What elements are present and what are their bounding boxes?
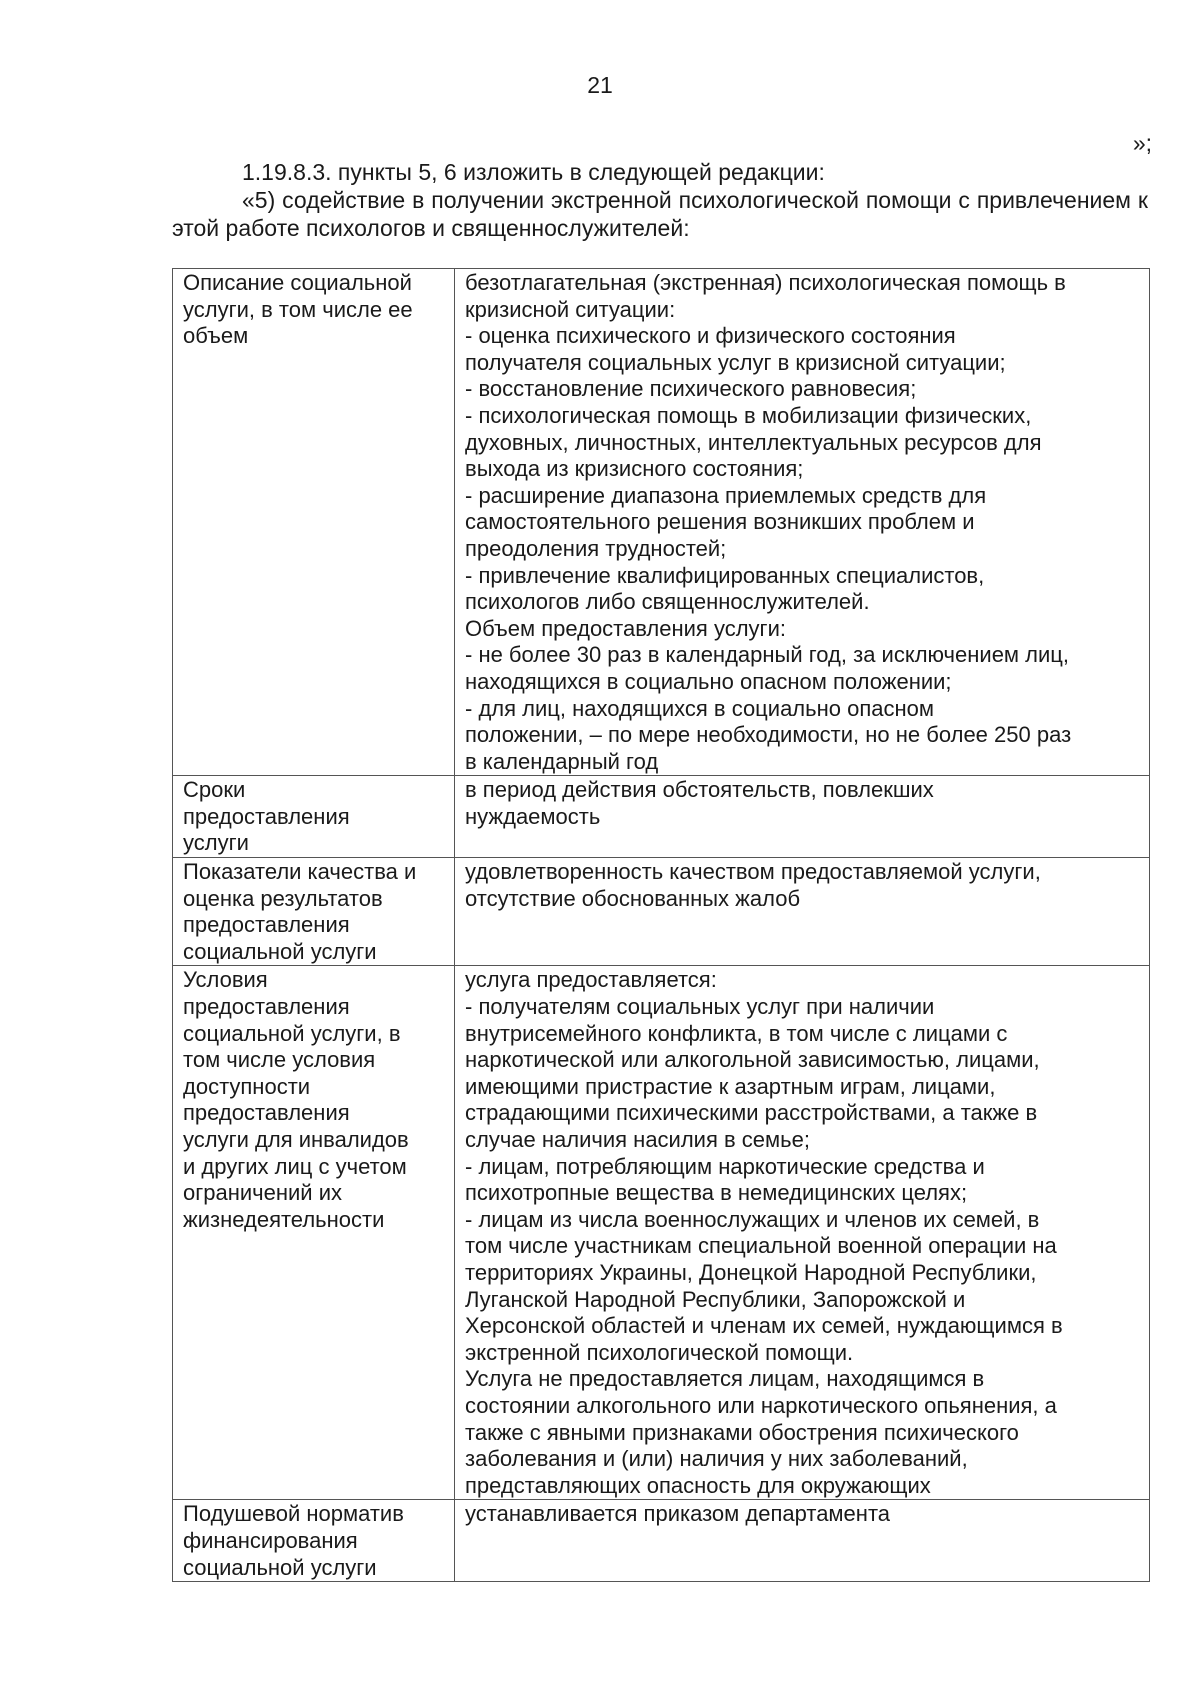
cell-text-line: Луганской Народной Республики, Запорожской и — [465, 1286, 966, 1312]
cell-text-line: предоставления — [183, 803, 350, 829]
cell-text-line: услуги для инвалидов — [183, 1127, 409, 1152]
cell-text-line: психотропные вещества в немедицинских целях; — [465, 1180, 968, 1206]
cell-text-line: представляющих опасность для окружающих — [465, 1472, 931, 1498]
cell-text-line: Сроки — [183, 777, 246, 803]
cell-text-line: безотлагательная (экстренная) психологическая помощь в — [465, 270, 1066, 295]
cell-text-line: - не более 30 раз в календарный год, за исключением лиц, — [465, 642, 1070, 668]
cell-text-line: Услуга не предоставляется лицам, находящимся в — [465, 1366, 985, 1392]
cell-text-line: - привлечение квалифицированных специалистов, — [465, 562, 985, 588]
cell-text-line: имеющими пристрастие к азартным играм, лицами, — [465, 1073, 996, 1099]
row-value-cell — [455, 1500, 1150, 1582]
row-label-cell — [173, 1500, 455, 1582]
intro-paragraph-1: 1.19.8.3. пункты 5, 6 изложить в следующей редакции: — [242, 159, 825, 185]
cell-text-line: преодоления трудностей; — [465, 535, 727, 561]
cell-text-line: финансирования — [183, 1527, 358, 1553]
cell-text-line: в период действия обстоятельств, повлекших — [465, 777, 934, 803]
cell-text-line: случае наличия насилия в семье; — [465, 1127, 810, 1152]
cell-text-line: - получателям социальных услуг при наличии — [465, 994, 935, 1020]
cell-text-line: услуги, в том числе ее — [183, 296, 413, 322]
cell-text-line: удовлетворенность качеством предоставляемой услуги, — [465, 859, 1041, 885]
cell-text-line: - восстановление психического равновесия; — [465, 376, 917, 402]
cell-text-line: состоянии алкогольного или наркотического опьянения, а — [465, 1392, 1057, 1418]
cell-text-line: том числе условия — [183, 1047, 376, 1073]
cell-text-line: Описание социальной — [183, 270, 412, 295]
cell-text-line: - расширение диапазона приемлемых средств для — [465, 482, 987, 508]
cell-text-line: Подушевой норматив — [183, 1501, 404, 1527]
cell-text-line: Показатели качества и — [183, 859, 417, 885]
row-label-cell — [173, 966, 455, 1500]
cell-text-line: - лицам из числа военнослужащих и членов их семей, в — [465, 1206, 1040, 1232]
cell-text-line: том числе участникам специальной военной операции на — [465, 1233, 1057, 1259]
table-row — [173, 269, 1150, 776]
row-value-cell — [455, 858, 1150, 966]
cell-text-line: и других лиц с учетом — [183, 1153, 407, 1179]
cell-text-line: духовных, личностных, интеллектуальных ресурсов для — [465, 429, 1042, 455]
row-label-cell — [173, 858, 455, 966]
row-label-cell — [173, 776, 455, 858]
page-number: 21 — [587, 72, 613, 98]
cell-text-line: находящихся в социально опасном положении; — [465, 668, 952, 694]
cell-text-line: социальной услуги — [183, 938, 377, 964]
cell-text-line: внутрисемейного конфликта, в том числе с лицами с — [465, 1020, 1008, 1046]
cell-text-line: оценка результатов — [183, 885, 383, 911]
cell-text-line: социальной услуги, в — [183, 1020, 401, 1046]
cell-text-line: предоставления — [183, 1100, 350, 1126]
intro-paragraph-2: «5) содействие в получении экстренной психологической помощи с привлечением к этой работе психологов и священнослужителей: — [172, 187, 1148, 241]
cell-text-line: нуждаемость — [465, 803, 601, 829]
table-row — [173, 776, 1150, 858]
cell-text-line: Херсонской областей и членам их семей, нуждающимся в — [465, 1313, 1063, 1339]
cell-text-line: предоставления — [183, 912, 350, 938]
cell-text-line: выхода из кризисного состояния; — [465, 456, 804, 482]
cell-text-line: предоставления — [183, 994, 350, 1020]
cell-text-line: психологов либо священнослужителей. — [465, 589, 870, 615]
cell-text-line: жизнедеятельности — [183, 1206, 385, 1232]
row-value-cell — [455, 776, 1150, 858]
cell-text-line: - для лиц, находящихся в социально опасном — [465, 695, 934, 721]
cell-text-line: отсутствие обоснованных жалоб — [465, 885, 801, 911]
row-label-cell — [173, 269, 455, 776]
cell-text-line: услуги — [183, 830, 249, 856]
table-row — [173, 1500, 1150, 1582]
cell-text-line: Объем предоставления услуги: — [465, 615, 786, 641]
cell-text-line: объем — [183, 323, 249, 349]
cell-text-line: самостоятельного решения возникших проблем и — [465, 509, 975, 535]
cell-text-line: кризисной ситуации: — [465, 296, 676, 322]
cell-text-line: устанавливается приказом департамента — [465, 1501, 891, 1527]
cell-text-line: заболевания и (или) наличия у них заболеваний, — [465, 1446, 968, 1472]
cell-text-line: - психологическая помощь в мобилизации физических, — [465, 402, 1032, 428]
service-description-table — [172, 268, 1150, 1582]
cell-text-line: Условия — [183, 967, 268, 993]
cell-text-line: ограничений их — [183, 1180, 342, 1206]
cell-text-line: социальной услуги — [183, 1554, 377, 1580]
cell-text-line: - лицам, потребляющим наркотические средства и — [465, 1153, 985, 1179]
cell-text-line: также с явными признаками обострения психического — [465, 1419, 1019, 1445]
cell-text-line: получателя социальных услуг в кризисной ситуации; — [465, 349, 1006, 375]
row-value-cell — [455, 269, 1150, 776]
cell-text-line: услуга предоставляется: — [465, 967, 717, 993]
cell-text-line: - оценка психического и физического состояния — [465, 323, 956, 349]
cell-text-line: экстренной психологической помощи. — [465, 1339, 854, 1365]
table-row — [173, 966, 1150, 1500]
cell-text-line: страдающими психическими расстройствами, а также в — [465, 1100, 1038, 1126]
cell-text-line: в календарный год — [465, 748, 659, 774]
cell-text-line: наркотической или алкогольной зависимостью, лицами, — [465, 1047, 1040, 1073]
cell-text-line: доступности — [183, 1073, 311, 1099]
table-row — [173, 858, 1150, 966]
cell-text-line: территориях Украины, Донецкой Народной Республики, — [465, 1259, 1037, 1285]
cell-text-line: положении, – по мере необходимости, но не более 250 раз — [465, 722, 1072, 748]
row-value-cell — [455, 966, 1150, 1500]
closing-quote: »; — [1132, 130, 1152, 156]
